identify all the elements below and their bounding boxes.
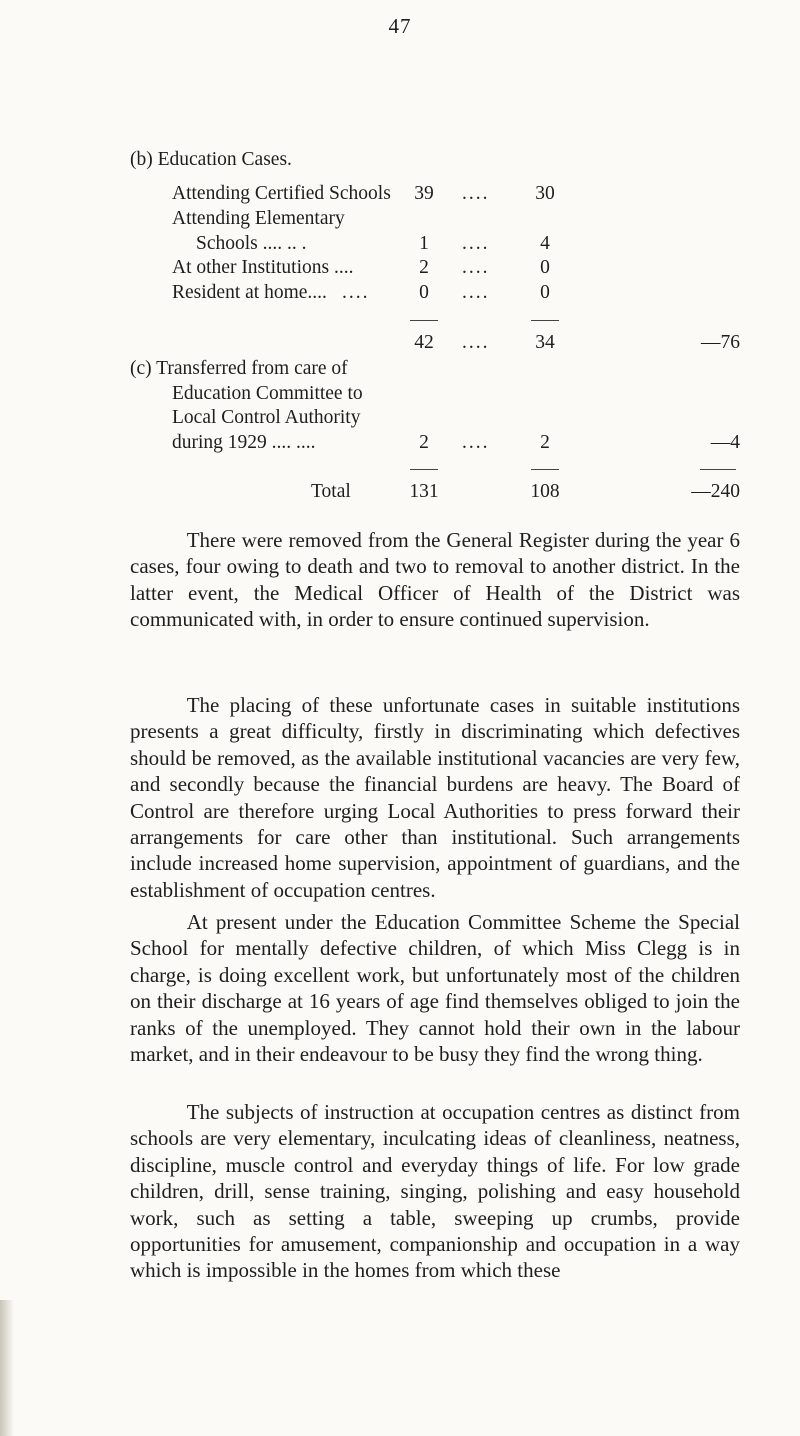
row-elementary-dots: .... — [462, 233, 490, 254]
total-rule-col1 — [410, 469, 438, 470]
subtotal-dots: .... — [462, 332, 490, 353]
subtotal-rule-col2 — [531, 320, 559, 321]
subtotal-col2: 34 — [535, 332, 555, 353]
paragraph-removed-cases: There were removed from the General Register during the year 6 cases, four owing to death and two to removal to another district. In the latter event, the Medical Officer of Health of the District was communicated with, in order to ensure continued supervision. — [130, 528, 740, 632]
row-certified-col1: 39 — [414, 183, 434, 204]
grand-total-col2: 108 — [530, 481, 560, 502]
grand-total-col1: 131 — [409, 481, 439, 502]
page-number: 47 — [388, 14, 412, 38]
education-heading: (b) Education Cases. — [130, 149, 292, 170]
total-rule-col3 — [700, 469, 736, 470]
row-other-dots: .... — [462, 257, 490, 278]
row-resident-label-dots: .... — [342, 282, 370, 303]
row-elementary-col1: 1 — [419, 233, 429, 254]
transferred-dots: .... — [462, 432, 490, 453]
transferred-total: —4 — [710, 432, 740, 453]
paragraph-special-school: At present under the Education Committee Scheme the Special School for mentally defective children, of which Miss Clegg is in charge, is doing excellent work, but unfortunately most of the children on their discharge at 16 years of age find themselves obliged to join the ranks of the unemployed. They cannot hold their own in the labour market, and in their endeavour to be busy they find the wrong thing. — [130, 910, 740, 1067]
grand-total-label: Total — [311, 481, 351, 502]
subtotal-total: —76 — [701, 332, 740, 353]
transferred-col2: 2 — [540, 432, 550, 453]
row-resident-col1: 0 — [419, 282, 429, 303]
row-label-certified: Attending Certified Schools — [172, 183, 391, 204]
paragraph-occupation-centres: The subjects of instruction at occupation centres as distinct from schools are very elementary, inculcating ideas of cleanliness, neatness, discipline, muscle control and everyday things of life. For low grade children, drill, sense training, singing, polishing and easy household work, such as setting a table, sweeping up crumbs, provide opportunities for amusement, companionship and occupation in a way which is impossible in the homes from which these — [130, 1100, 740, 1283]
row-label-resident: Resident at home.... — [172, 282, 327, 303]
transferred-line-4: during 1929 .... .... — [172, 432, 316, 453]
transferred-col1: 2 — [419, 432, 429, 453]
transferred-line-3: Local Control Authority — [172, 407, 361, 428]
total-rule-col2 — [531, 469, 559, 470]
subtotal-col1: 42 — [414, 332, 434, 353]
transferred-line-2: Education Committee to — [172, 383, 363, 404]
row-label-other-institutions: At other Institutions .... — [172, 257, 354, 278]
row-resident-dots: .... — [462, 282, 490, 303]
row-certified-col2: 30 — [535, 183, 555, 204]
page-edge-shadow — [0, 1300, 14, 1436]
row-label-elementary-cont: Schools .... .. . — [196, 233, 307, 254]
paragraph-placing-cases: The placing of these unfortunate cases in suitable institutions presents a great difficulty, firstly in discriminating which defectives should be removed, as the available institutional vacancies are very few, and secondly because the financial burdens are heavy. The Board of Control are therefore urging Local Authorities to press forward their arrangements for care other than institutional. Such arrangements include increased home supervision, appointment of guardians, and the establishment of occupation centres. — [130, 693, 740, 902]
row-resident-col2: 0 — [540, 282, 550, 303]
row-certified-dots: .... — [462, 183, 490, 204]
row-other-col2: 0 — [540, 257, 550, 278]
subtotal-rule-col1 — [410, 320, 438, 321]
transferred-line-1: (c) Transferred from care of — [130, 358, 348, 379]
row-other-col1: 2 — [419, 257, 429, 278]
grand-total-total: —240 — [691, 481, 740, 502]
row-elementary-col2: 4 — [540, 233, 550, 254]
row-label-elementary: Attending Elementary — [172, 208, 345, 229]
